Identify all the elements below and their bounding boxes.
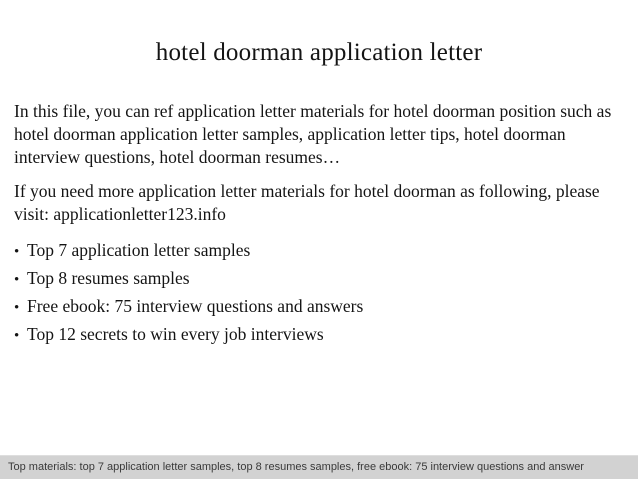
list-item — [14, 265, 620, 293]
bullet-icon: • — [14, 328, 20, 344]
list-item — [14, 321, 620, 349]
bullet-list — [14, 237, 620, 349]
bullet-text: Top 12 secrets to win every job interviews — [27, 324, 324, 344]
intro-paragraph: In this file, you can ref application letter materials for hotel doorman position such as hotel doorman application letter samples, application letter tips, hotel doorman interview questions, hotel doorman resumes… — [14, 101, 612, 167]
bullet-icon: • — [14, 272, 20, 288]
visit-paragraph: If you need more application letter materials for hotel doorman as following, please visit: applicationletter123.info — [14, 181, 600, 224]
footer-text: Top materials: top 7 application letter samples, top 8 resumes samples, free ebook: 75 interview questions and answer — [8, 461, 584, 473]
bullet-icon: • — [14, 244, 20, 260]
page-title: hotel doorman application letter — [155, 39, 483, 66]
list-item — [14, 293, 620, 321]
bullet-text: Top 8 resumes samples — [27, 268, 190, 288]
list-item — [14, 237, 620, 265]
bullet-text: Top 7 application letter samples — [27, 240, 251, 260]
bullet-text: Free ebook: 75 interview questions and answers — [27, 296, 364, 316]
footer-bar — [0, 455, 638, 479]
bullet-icon: • — [14, 300, 20, 316]
